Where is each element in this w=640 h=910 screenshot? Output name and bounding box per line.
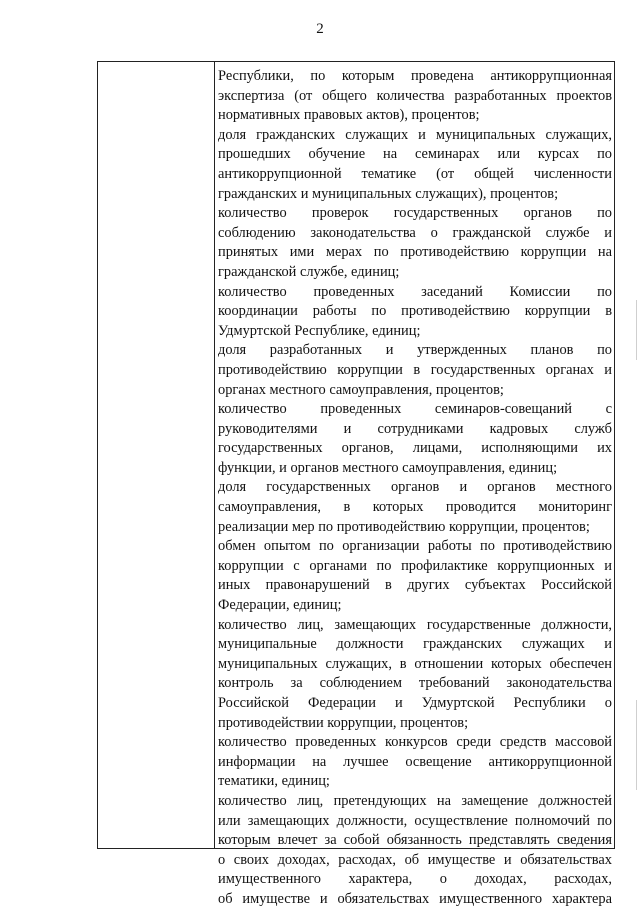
text-line: обмен опытом по организации работы по противодействию	[218, 538, 612, 555]
table-cell-text	[218, 67, 612, 910]
text-line: об имуществе и обязательствах имущественного характера	[218, 890, 612, 907]
text-line: Удмуртской Республике, единиц;	[218, 322, 421, 339]
text-line: имущественного характера, о доходах, расходах,	[218, 871, 612, 888]
text-line: соблюдению законодательства о гражданской службе и	[218, 224, 612, 241]
text-line: антикоррупционной тематике (от общей численности	[218, 165, 612, 182]
text-line: экспертиза (от общего количества разработанных проектов	[218, 87, 612, 104]
text-line: руководителями и сотрудниками кадровых служб	[218, 420, 612, 437]
text-line: самоуправления, в которых проводится мониторинг	[218, 499, 612, 516]
text-line: принятых ими мерах по противодействию коррупции на	[218, 244, 612, 261]
text-line: доля разработанных и утвержденных планов по	[218, 342, 612, 359]
text-line: нормативных правовых актов), процентов;	[218, 107, 480, 124]
text-line: которым влечет за собой обязанность представлять сведения	[218, 832, 612, 849]
text-line: государственных органов, лицами, исполняющими их	[218, 440, 612, 457]
text-line: иных правонарушений в других субъектах Российской	[218, 577, 612, 594]
text-line: тематики, единиц;	[218, 773, 330, 790]
text-line: гражданской службе, единиц;	[218, 263, 400, 280]
text-line: противодействии коррупции, процентов;	[218, 714, 469, 731]
scan-margin-mark	[636, 300, 637, 360]
text-line: коррупции с органами по профилактике коррупционных и	[218, 557, 612, 574]
text-line: муниципальных служащих, в отношении которых обеспечен	[218, 655, 612, 672]
text-line: количество лиц, претендующих на замещение должностей	[218, 792, 612, 809]
text-line: Республики, по которым проведена антикоррупционная	[218, 68, 612, 84]
text-line: информации на лучшее освещение антикоррупционной	[218, 753, 612, 770]
text-line: количество проверок государственных органов по	[218, 205, 612, 222]
text-line: Российской Федерации и Удмуртской Республики о	[218, 695, 612, 711]
text-line: контроль за соблюдением требований законодательства	[218, 675, 612, 692]
page-number: 2	[316, 21, 324, 37]
text-line: гражданских и муниципальных служащих), процентов;	[218, 185, 559, 202]
column-divider	[214, 62, 215, 848]
text-line: количество проведенных семинаров-совещаний с	[218, 401, 612, 418]
text-line: количество проведенных конкурсов среди средств массовой	[218, 734, 612, 751]
text-line: прошедших обучение на семинарах или курсах по	[218, 146, 612, 163]
text-line: о своих доходах, расходах, об имуществе и обязательствах	[218, 851, 612, 868]
text-line: реализации мер по противодействию коррупции, процентов;	[218, 518, 590, 535]
text-line: количество лиц, замещающих государственные должности,	[218, 616, 612, 633]
text-line: Федерации, единиц;	[218, 597, 342, 614]
table-frame	[97, 61, 615, 907]
text-line: доля государственных органов и органов местного	[218, 479, 612, 496]
text-line: муниципальные должности гражданских служащих и	[218, 636, 612, 653]
text-line: координации работы по противодействию коррупции в	[218, 303, 612, 320]
text-line: функции, и органов местного самоуправления, единиц;	[218, 459, 558, 476]
text-line: количество проведенных заседаний Комиссии по	[218, 283, 612, 300]
scan-margin-mark	[636, 700, 637, 790]
text-line: противодействию коррупции в государственных органах и	[218, 361, 612, 378]
text-line: или замещающих должности, осуществление полномочий по	[218, 812, 612, 829]
text-line: органах местного самоуправления, процентов;	[218, 381, 504, 398]
text-line: доля гражданских служащих и муниципальных служащих,	[218, 126, 612, 143]
